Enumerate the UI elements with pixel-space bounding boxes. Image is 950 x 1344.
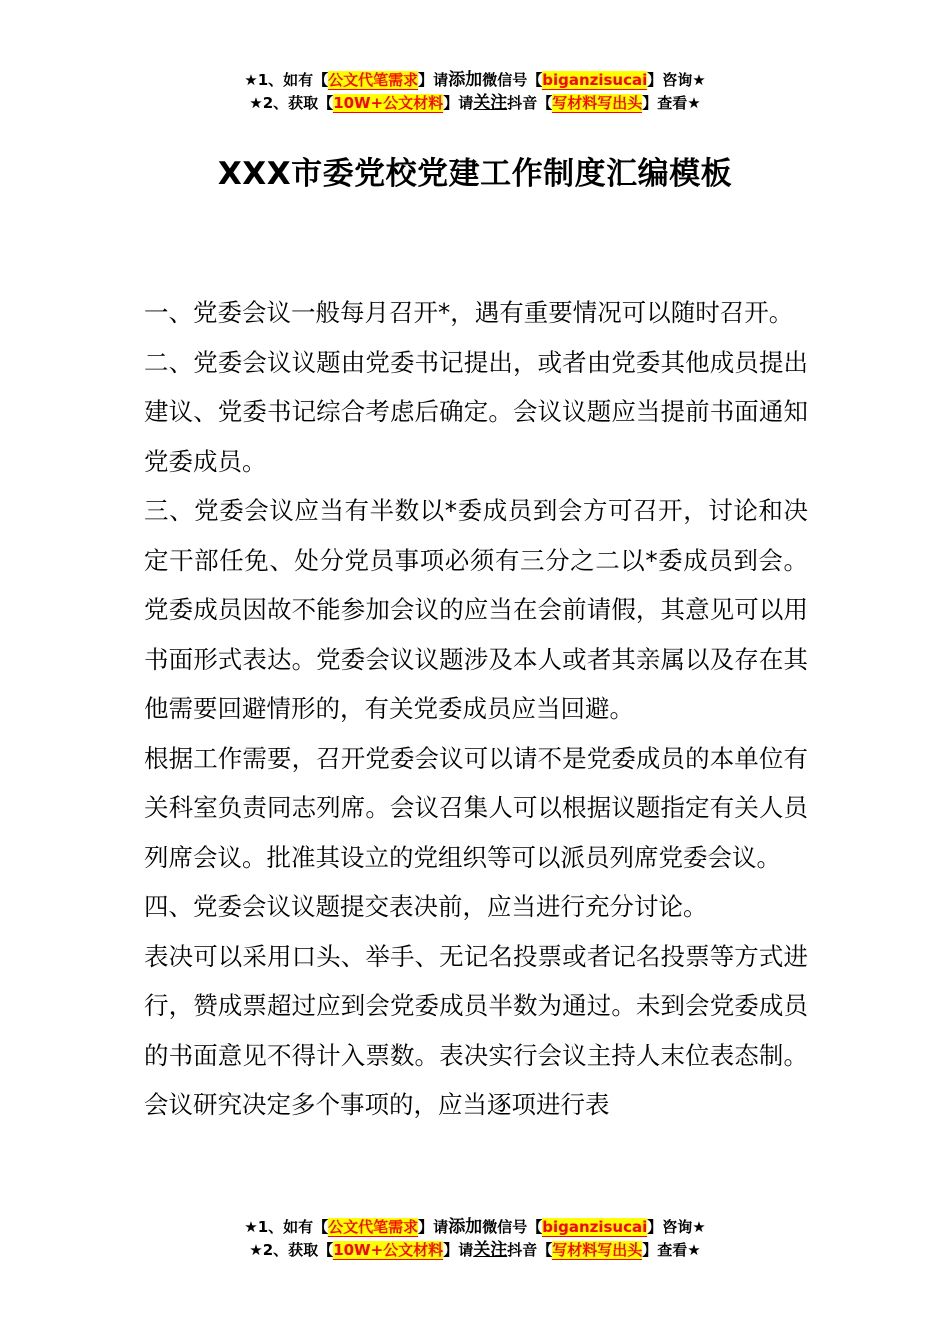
promo-douyin-id: 写材料写出头: [552, 94, 643, 112]
promo-text: 】咨询★: [647, 71, 706, 89]
promo-text: 抖音【: [507, 94, 553, 112]
promo-text: 微信号【: [482, 1218, 543, 1236]
promo-text: 】请: [443, 94, 474, 112]
promo-line-1: [0, 69, 950, 92]
promo-line-2: [0, 1239, 950, 1262]
promo-text: 】请: [418, 71, 449, 89]
promo-douyin-id: 写材料写出头: [552, 1241, 643, 1259]
promo-text: ★2、获取【: [249, 94, 334, 112]
promo-wechat-id: biganzisucai: [542, 1218, 648, 1236]
promo-emphasis: 关注: [473, 1240, 508, 1260]
promo-wechat-id: biganzisucai: [542, 71, 648, 89]
paragraph: 根据工作需要，召开党委会议可以请不是党委成员的本单位有关科室负责同志列席。会议召集人可以根据议题指定有关人员列席会议。批准其设立的党组织等可以派员列席党委会议。: [144, 743, 808, 872]
promo-line-1: [0, 1216, 950, 1239]
paragraph: 一、党委会议一般每月召开*，遇有重要情况可以随时召开。: [144, 298, 794, 327]
promo-text: 】请: [443, 1241, 474, 1259]
promo-highlight: 公文代笔需求: [328, 71, 419, 89]
paragraph: 表决可以采用口头、举手、无记名投票或者记名投票等方式进行，赞成票超过应到会党委成员半数为通过。未到会党委成员的书面意见不得计入票数。表决实行会议主持人末位表态制。会议研究决定多个事项的，应当逐项进行表: [144, 941, 808, 1119]
promo-text: 】请: [418, 1218, 449, 1236]
promo-emphasis: 添加: [448, 70, 483, 90]
promo-highlight: 10W+公文材料: [333, 1241, 444, 1259]
promo-highlight: 10W+公文材料: [333, 94, 444, 112]
paragraph: 三、党委会议应当有半数以*委成员到会方可召开，讨论和决定干部任免、处分党员事项必须有三分之二以*委成员到会。党委成员因故不能参加会议的应当在会前请假，其意见可以用书面形式表达。党委会议议题涉及本人或者其亲属以及存在其他需要回避情形的，有关党委成员应当回避。: [144, 496, 808, 723]
promo-text: 】咨询★: [647, 1218, 706, 1236]
promo-banner-top: [0, 69, 950, 115]
promo-emphasis: 添加: [448, 1217, 483, 1237]
promo-text: ★1、如有【: [244, 71, 329, 89]
promo-text: 】查看★: [642, 1241, 701, 1259]
paragraph: 二、党委会议议题由党委书记提出，或者由党委其他成员提出建议、党委书记综合考虑后确定。会议议题应当提前书面通知党委成员。: [144, 347, 808, 476]
promo-text: 微信号【: [482, 71, 543, 89]
paragraph: 四、党委会议议题提交表决前，应当进行充分讨论。: [144, 892, 708, 921]
promo-banner-bottom: [0, 1216, 950, 1262]
document-title: XXX市委党校党建工作制度汇编模板: [217, 156, 733, 192]
promo-text: 抖音【: [507, 1241, 553, 1259]
promo-text: ★1、如有【: [244, 1218, 329, 1236]
promo-line-2: [0, 92, 950, 115]
promo-text: ★2、获取【: [249, 1241, 334, 1259]
promo-emphasis: 关注: [473, 93, 508, 113]
document-body: [144, 288, 808, 1130]
promo-text: 】查看★: [642, 94, 701, 112]
promo-highlight: 公文代笔需求: [328, 1218, 419, 1236]
